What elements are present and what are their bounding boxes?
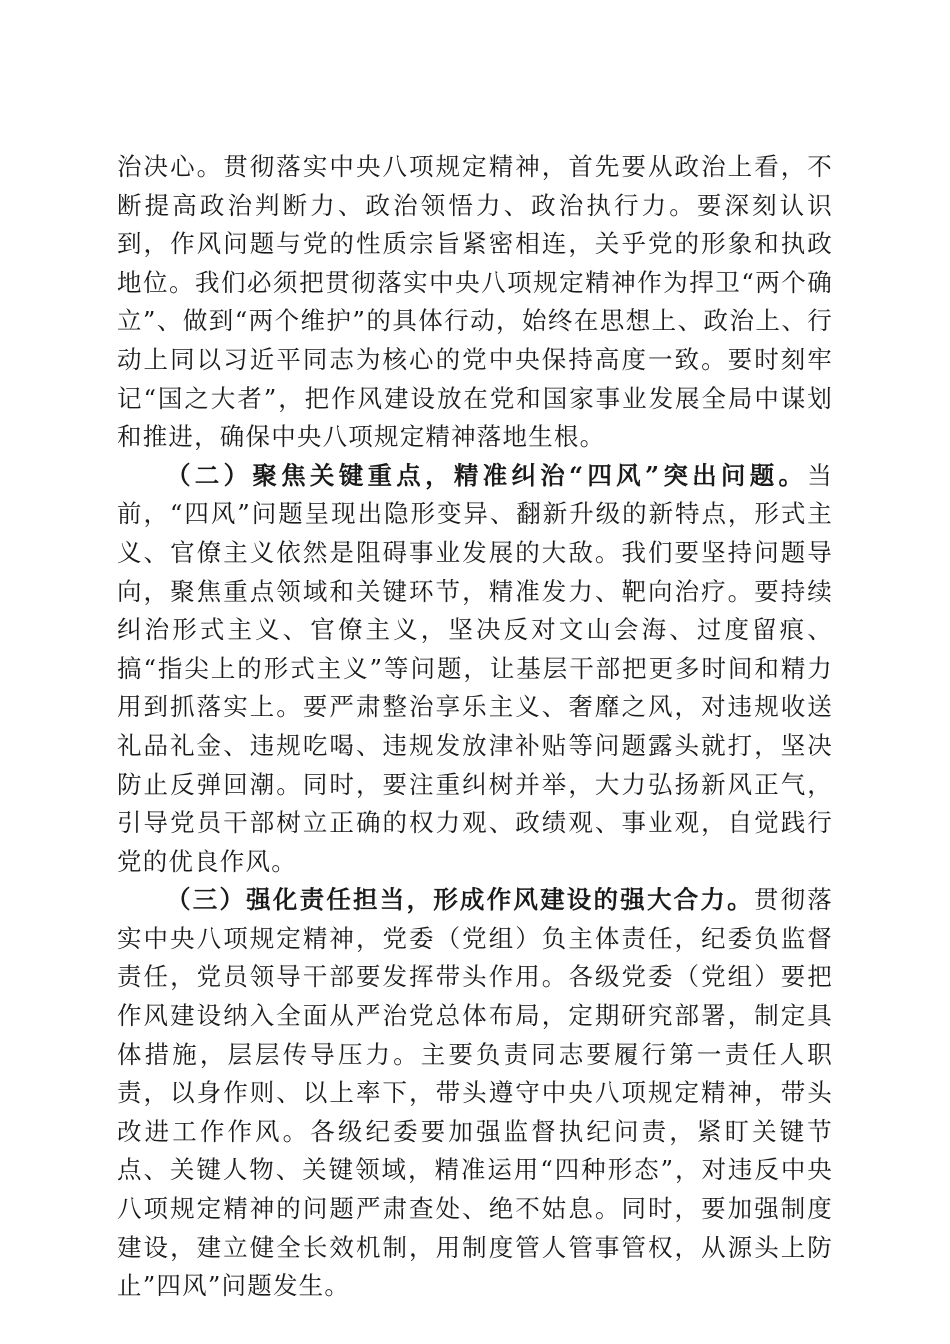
- paragraph-3-heading: （三）强化责任担当，形成作风建设的强大合力。: [166, 885, 754, 915]
- paragraph-2-body: 当前，“四风”问题呈现出隐形变异、翻新升级的新特点，形式主义、官僚主义依然是阻碍事业发展的大敌。我们要坚持问题导向，聚焦重点领域和关键环节，精准发力、靶向治疗。要持续纠治形式主义、官僚主义，坚决反对文山会海、过度留痕、搞“指尖上的形式主义”等问题，让基层干部把更多时间和精力用到抓落实上。要严肃整治享乐主义、奢靡之风，对违规收送礼品礼金、违规吃喝、违规发放津补贴等问题露头就打，坚决防止反弹回潮。同时，要注重纠树并举，大力弘扬新风正气，引导党员干部树立正确的权力观、政绩观、事业观，自觉践行党的优良作风。: [117, 460, 833, 876]
- paragraph-1: [117, 148, 833, 457]
- paragraph-2-heading: （二）聚焦关键重点，精准纠治“四风”突出问题。: [166, 460, 808, 490]
- paragraph-3-body: 贯彻落实中央八项规定精神，党委（党组）负主体责任，纪委负监督责任，党员领导干部要发挥带头作用。各级党委（党组）要把作风建设纳入全面从严治党总体布局，定期研究部署，制定具体措施，层层传导压力。主要负责同志要履行第一责任人职责，以身作则、以上率下，带头遵守中央八项规定精神，带头改进工作作风。各级纪委要加强监督执纪问责，紧盯关键节点、关键人物、关键领域，精准运用“四种形态”，对违反中央八项规定精神的问题严肃查处、绝不姑息。同时，要加强制度建设，建立健全长效机制，用制度管人管事管权，从源头上防止”四风”问题发生。: [117, 885, 833, 1301]
- document-body: [117, 148, 833, 1306]
- paragraph-1-body: 治决心。贯彻落实中央八项规定精神，首先要从政治上看，不断提高政治判断力、政治领悟力、政治执行力。要深刻认识到，作风问题与党的性质宗旨紧密相连，关乎党的形象和执政地位。我们必须把贯彻落实中央八项规定精神作为捍卫“两个确立”、做到“两个维护”的具体行动，始终在思想上、政治上、行动上同以习近平同志为核心的党中央保持高度一致。要时刻牢记“国之大者”，把作风建设放在党和国家事业发展全局中谋划和推进，确保中央八项规定精神落地生根。: [117, 152, 833, 452]
- paragraph-3: [117, 881, 833, 1306]
- paragraph-2: [117, 457, 833, 882]
